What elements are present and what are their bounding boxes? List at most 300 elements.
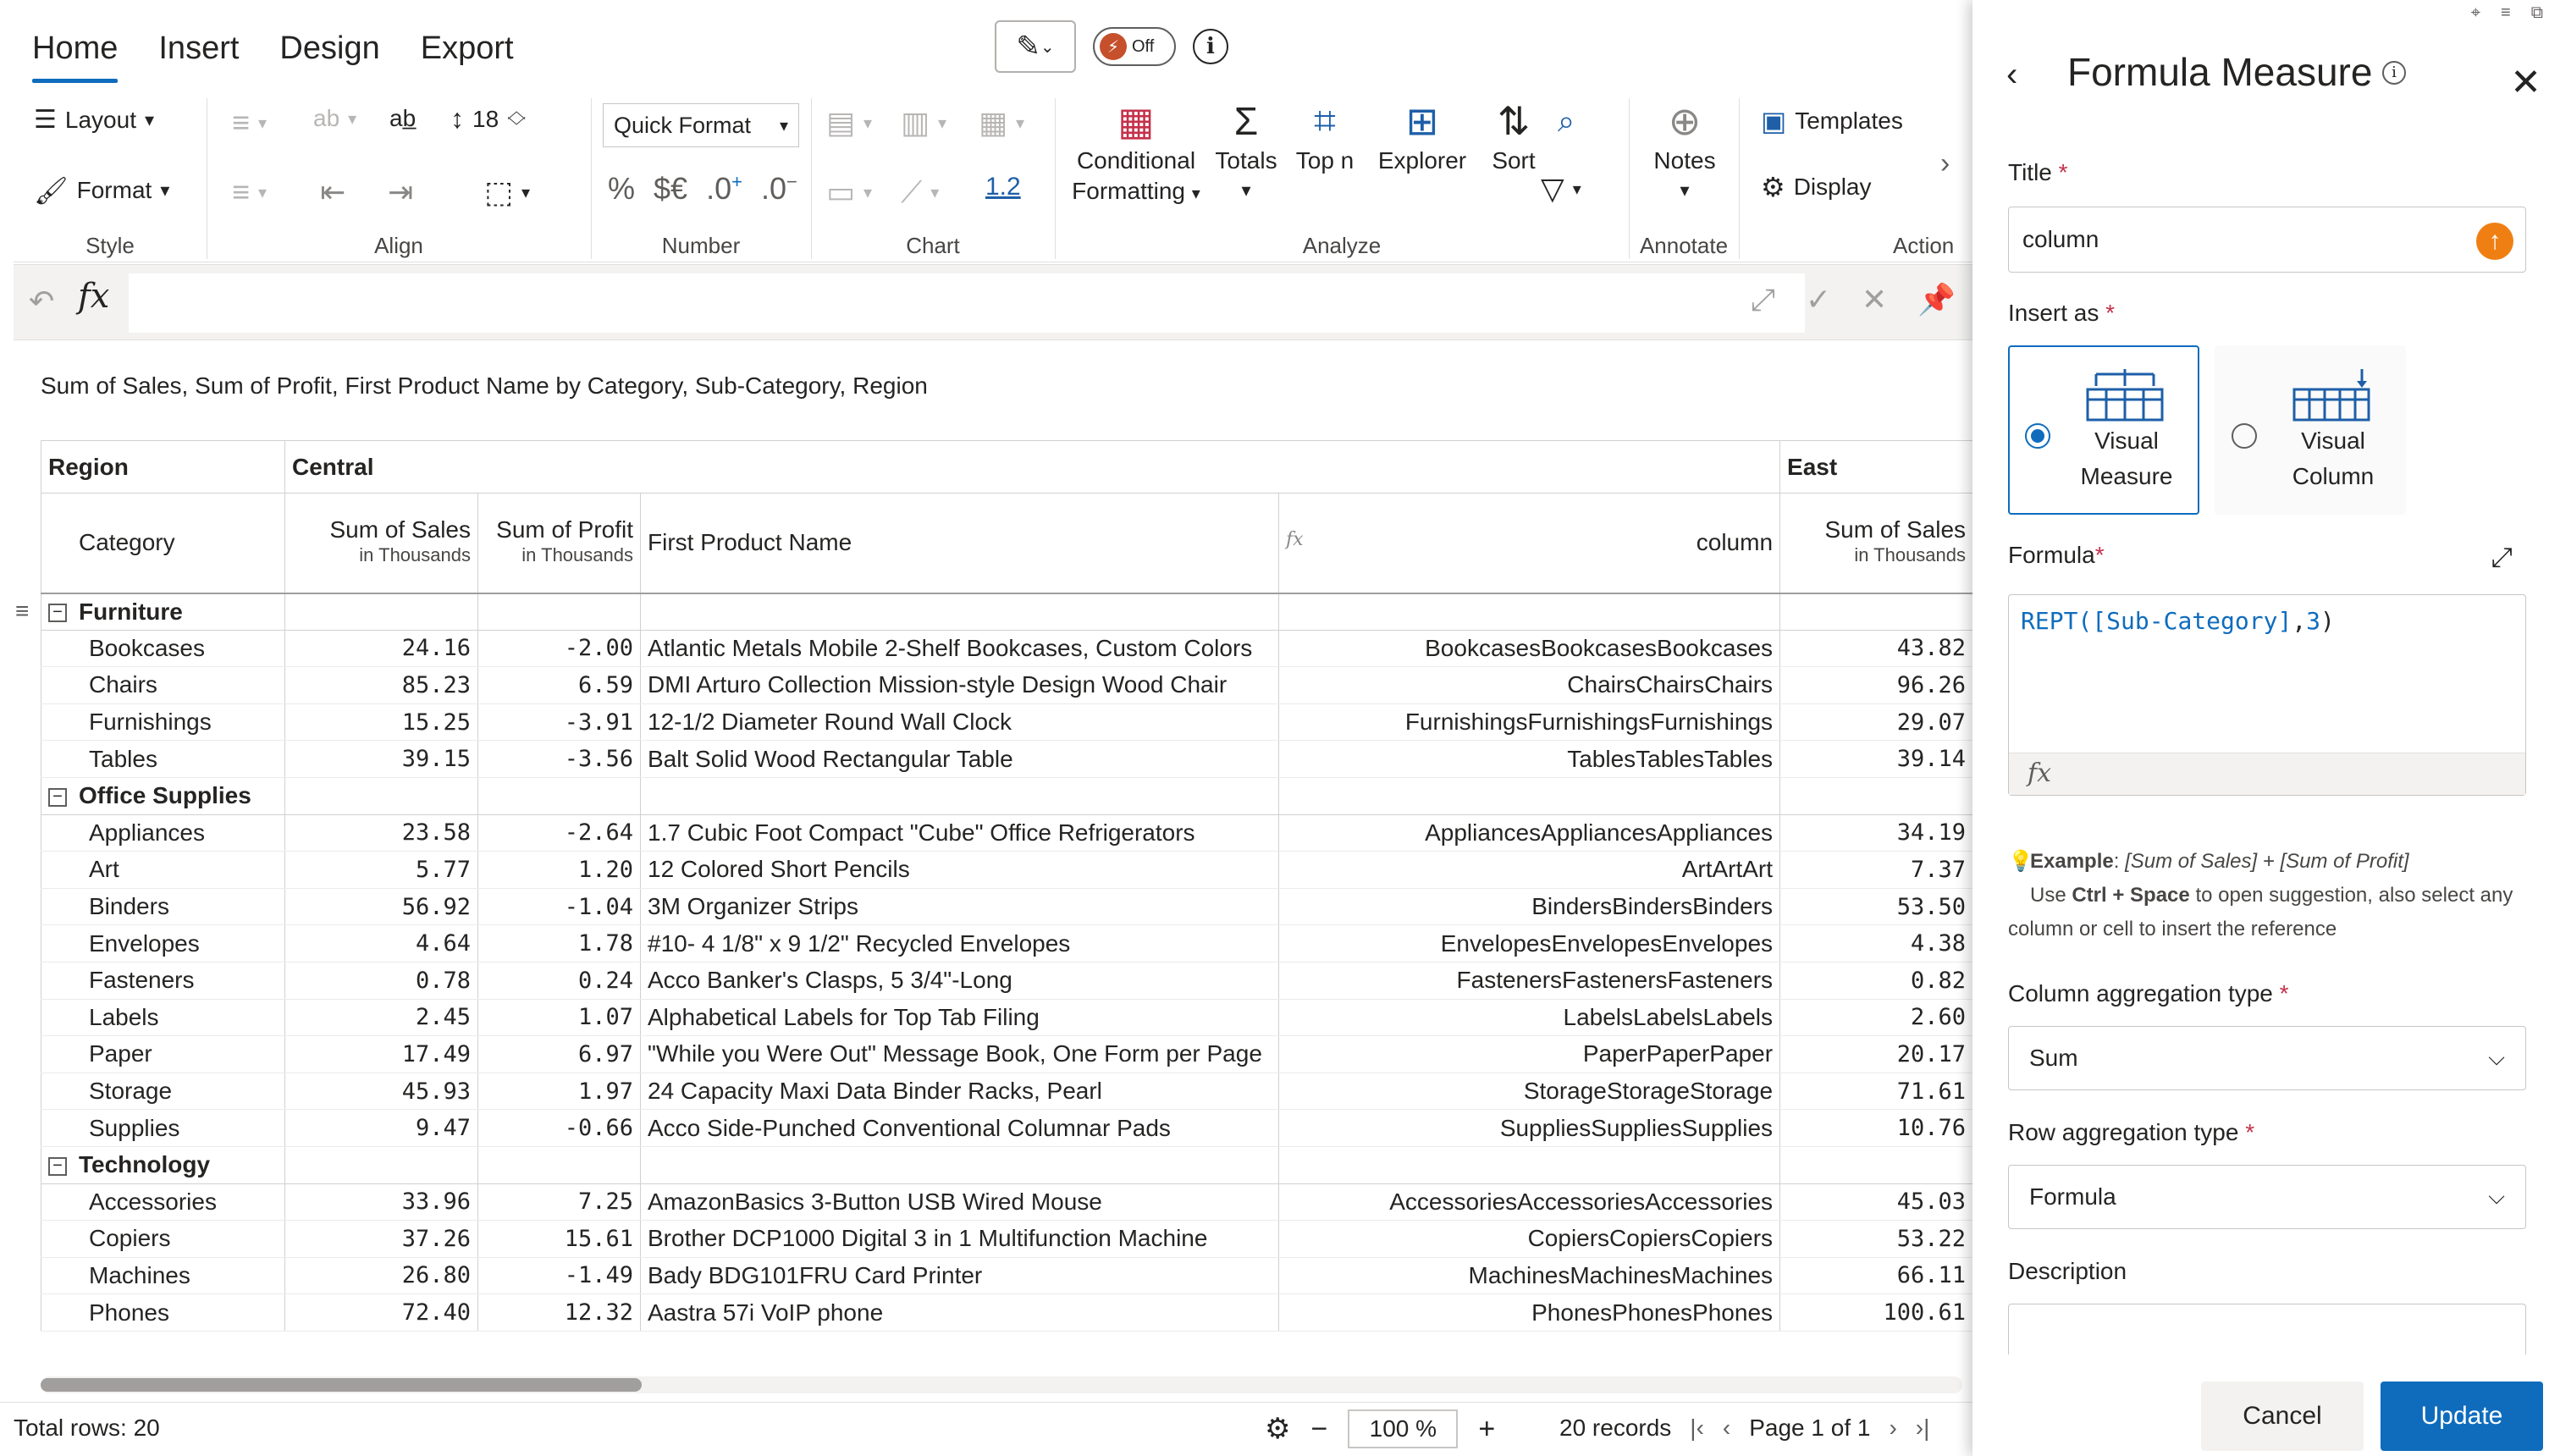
panel-title: Formula Measure bbox=[2067, 50, 2373, 94]
row-aggregation-label: Row aggregation type * bbox=[2008, 1119, 2255, 1145]
notes-icon: ⊕ bbox=[1668, 99, 1702, 143]
category-cell[interactable]: Art bbox=[41, 852, 285, 889]
filter-icon: ▽ bbox=[1541, 171, 1564, 206]
category-cell[interactable]: Storage bbox=[41, 1073, 285, 1110]
empty-cell bbox=[478, 777, 641, 814]
ribbon-group-number bbox=[593, 86, 809, 262]
bar-chart-icon: ▤ bbox=[826, 105, 856, 140]
formula-label: Formula* bbox=[2008, 542, 2105, 568]
fx-icon[interactable]: fx bbox=[2028, 758, 2052, 788]
chevron-down-icon: ⌵ bbox=[2488, 1183, 2505, 1209]
chevron-down-icon[interactable]: ▾ bbox=[1241, 179, 1251, 201]
group-cell[interactable] bbox=[41, 777, 285, 814]
column-width-button[interactable]: ⬚ ▾ bbox=[484, 174, 531, 209]
align-center-button[interactable]: ≡ ▾ bbox=[232, 174, 268, 209]
product-cell[interactable]: 1.7 Cubic Foot Compact "Cube" Office Refrigerators bbox=[641, 814, 1279, 852]
east-sales-cell[interactable]: 100.61 bbox=[1780, 1294, 1973, 1332]
formula-column-cell[interactable]: AppliancesAppliancesAppliances bbox=[1279, 814, 1780, 852]
category-cell[interactable]: Labels bbox=[41, 999, 285, 1036]
east-sales-cell[interactable]: 66.11 bbox=[1780, 1257, 1973, 1294]
sigma-icon: Σ bbox=[1233, 99, 1259, 143]
product-cell[interactable]: DMI Arturo Collection Mission-style Design Wood Chair bbox=[641, 667, 1279, 704]
sales-cell[interactable]: 9.47 bbox=[285, 1110, 478, 1147]
profit-cell[interactable]: 6.97 bbox=[478, 1036, 641, 1073]
region-header-label: Region bbox=[41, 441, 285, 494]
profit-cell[interactable]: 7.25 bbox=[478, 1183, 641, 1221]
formula-fx-bar bbox=[2009, 753, 2525, 795]
profit-cell[interactable]: -2.00 bbox=[478, 630, 641, 667]
explorer-label: Explorer bbox=[1377, 147, 1467, 174]
abbreviate-button[interactable] bbox=[389, 105, 416, 132]
page-indicator: Page 1 of 1 bbox=[1749, 1415, 1871, 1441]
formula-column-cell[interactable]: ArtArtArt bbox=[1279, 852, 1780, 889]
formula-bar-actions bbox=[1751, 282, 1956, 318]
empty-cell bbox=[641, 1146, 1279, 1183]
panel-top-icons bbox=[2471, 3, 2543, 23]
table-row bbox=[41, 703, 1973, 741]
table-row bbox=[41, 1036, 1973, 1073]
indent-icon: ⇥ bbox=[388, 174, 414, 209]
profit-cell[interactable]: -2.64 bbox=[478, 814, 641, 852]
filter-icon[interactable]: ≡ bbox=[2501, 3, 2511, 22]
percent-button[interactable]: % bbox=[608, 171, 636, 206]
table-row bbox=[41, 925, 1973, 962]
pin-icon[interactable]: 📌 bbox=[1917, 282, 1956, 317]
cancel-button[interactable]: Cancel bbox=[2201, 1382, 2364, 1451]
product-cell[interactable]: 12 Colored Short Pencils bbox=[641, 852, 1279, 889]
formula-column-cell[interactable]: StorageStorageStorage bbox=[1279, 1073, 1780, 1110]
title-field[interactable] bbox=[2008, 207, 2526, 273]
profit-cell[interactable]: 1.78 bbox=[478, 925, 641, 962]
group-row bbox=[41, 777, 1973, 814]
chevron-down-icon: ▾ bbox=[1680, 179, 1690, 201]
check-icon[interactable]: ✓ bbox=[1805, 282, 1831, 317]
last-page-icon[interactable]: ›| bbox=[1915, 1415, 1930, 1441]
product-cell[interactable]: 12-1/2 Diameter Round Wall Clock bbox=[641, 703, 1279, 741]
column-aggregation-value: Sum bbox=[2029, 1045, 2078, 1071]
tab-home[interactable]: Home bbox=[32, 25, 118, 76]
column-header[interactable]: fx column bbox=[1279, 494, 1780, 593]
pin-icon[interactable]: ⌖ bbox=[2470, 3, 2481, 22]
top-n-button[interactable] bbox=[1287, 95, 1363, 174]
empty-cell bbox=[1279, 1146, 1780, 1183]
stepper-arrows-icon[interactable]: ︿ ﹀ bbox=[507, 100, 527, 137]
row-aggregation-select[interactable] bbox=[2008, 1165, 2526, 1229]
product-cell[interactable]: Acco Side-Punched Conventional Columnar Pads bbox=[641, 1110, 1279, 1147]
east-sales-cell[interactable]: 2.60 bbox=[1780, 999, 1973, 1036]
number-format-buttons bbox=[608, 171, 797, 207]
gear-icon[interactable]: ⚙ bbox=[1265, 1413, 1291, 1445]
formatting-label: Formatting ▾ bbox=[1072, 178, 1200, 204]
templates-icon: ▣ bbox=[1761, 106, 1787, 136]
ribbon-divider bbox=[1739, 98, 1740, 259]
display-label: Display bbox=[1793, 174, 1872, 200]
east-sales-cell[interactable]: 45.03 bbox=[1780, 1183, 1973, 1221]
resize-icon: ⬚ bbox=[484, 174, 514, 209]
tab-insert[interactable]: Insert bbox=[158, 30, 240, 66]
prev-page-icon[interactable]: ‹ bbox=[1722, 1415, 1731, 1441]
text-wrap-icon: ab bbox=[313, 105, 340, 131]
decrease-decimal-button[interactable]: .0− bbox=[760, 171, 797, 206]
format-button[interactable] bbox=[34, 174, 169, 207]
empty-cell bbox=[478, 593, 641, 631]
profit-cell[interactable]: -1.04 bbox=[478, 888, 641, 925]
sales-header[interactable]: Sum of Sales in Thousands bbox=[285, 494, 478, 593]
formula-column-cell[interactable]: LabelsLabelsLabels bbox=[1279, 999, 1780, 1036]
radio-unselected[interactable] bbox=[2232, 423, 2257, 449]
line-chart-button[interactable]: ⟋ ▾ bbox=[901, 174, 940, 209]
conditional-formatting-button[interactable] bbox=[1070, 95, 1202, 205]
text-height-icon: ↕ bbox=[450, 103, 464, 134]
notes-button[interactable] bbox=[1642, 95, 1727, 201]
undo-icon[interactable]: ↶ bbox=[29, 284, 55, 318]
formula-editor[interactable] bbox=[2008, 594, 2526, 796]
east-sales-cell[interactable]: 34.19 bbox=[1780, 814, 1973, 852]
chevron-down-icon: ▾ bbox=[144, 108, 155, 130]
group-cell[interactable] bbox=[41, 593, 285, 631]
category-cell[interactable]: Supplies bbox=[41, 1110, 285, 1147]
table-row bbox=[41, 1073, 1973, 1110]
east-sales-cell[interactable]: 7.37 bbox=[1780, 852, 1973, 889]
fx-icon: fx bbox=[78, 277, 110, 316]
formula-column-cell[interactable]: AccessoriesAccessoriesAccessories bbox=[1279, 1183, 1780, 1221]
sort-button[interactable] bbox=[1480, 95, 1548, 174]
first-page-icon[interactable]: |‹ bbox=[1690, 1415, 1704, 1441]
east-sales-cell[interactable]: 0.82 bbox=[1780, 962, 1973, 999]
decimal-chart-button[interactable]: 1.2 bbox=[985, 173, 1021, 201]
sales-cell[interactable]: 24.16 bbox=[285, 630, 478, 667]
sales-cell[interactable]: 37.26 bbox=[285, 1221, 478, 1258]
sales-cell[interactable]: 39.15 bbox=[285, 741, 478, 778]
collapse-icon[interactable]: − bbox=[48, 604, 67, 622]
topn-label: Top n bbox=[1295, 147, 1354, 174]
category-cell[interactable]: Copiers bbox=[41, 1221, 285, 1258]
table-row bbox=[41, 962, 1973, 999]
table-chart-icon: ▭ bbox=[826, 174, 856, 209]
profit-cell[interactable]: -3.91 bbox=[478, 703, 641, 741]
font-size-stepper[interactable] bbox=[450, 100, 527, 137]
product-cell[interactable]: Atlantic Metals Mobile 2-Shelf Bookcases, Custom Colors bbox=[641, 630, 1279, 667]
chevron-down-icon: ▾ bbox=[779, 116, 788, 135]
table-row bbox=[41, 1110, 1973, 1147]
product-header[interactable]: First Product Name bbox=[641, 494, 1279, 593]
bar-chart-button[interactable]: ▤ ▾ bbox=[826, 105, 873, 140]
align-lines-icon: ≡ bbox=[232, 105, 251, 140]
east-sales-cell[interactable]: 53.22 bbox=[1780, 1221, 1973, 1258]
chevron-down-icon: ▾ bbox=[160, 179, 170, 201]
visual-measure-label: Visual Measure bbox=[2080, 427, 2173, 489]
product-cell[interactable]: 24 Capacity Maxi Data Binder Racks, Pearl bbox=[641, 1073, 1279, 1110]
chevron-down-icon: ⌵ bbox=[2488, 1045, 2505, 1070]
formula-column-cell[interactable]: CopiersCopiersCopiers bbox=[1279, 1221, 1780, 1258]
product-cell[interactable]: Acco Banker's Clasps, 5 3/4"-Long bbox=[641, 962, 1279, 999]
formula-column-cell[interactable]: FastenersFastenersFasteners bbox=[1279, 962, 1780, 999]
east-sales-cell[interactable]: 96.26 bbox=[1780, 667, 1973, 704]
formula-column-cell[interactable]: FurnishingsFurnishingsFurnishings bbox=[1279, 703, 1780, 741]
profit-cell[interactable]: -0.66 bbox=[478, 1110, 641, 1147]
table-row bbox=[41, 1183, 1973, 1221]
east-sales-cell[interactable]: 20.17 bbox=[1780, 1036, 1973, 1073]
collapse-icon[interactable]: − bbox=[48, 1157, 67, 1176]
pivot-table bbox=[41, 440, 1973, 1332]
group-row bbox=[41, 1146, 1973, 1183]
category-cell[interactable]: Furnishings bbox=[41, 703, 285, 741]
sales-cell[interactable]: 56.92 bbox=[285, 888, 478, 925]
fx-icon: fx bbox=[1286, 529, 1304, 551]
templates-label: Templates bbox=[1795, 108, 1903, 134]
sales-cell[interactable]: 45.93 bbox=[285, 1073, 478, 1110]
update-button[interactable]: Update bbox=[2381, 1382, 2543, 1451]
ribbon-divider bbox=[811, 98, 812, 259]
zoom-in-button[interactable]: + bbox=[1478, 1412, 1496, 1445]
visual-column-option[interactable] bbox=[2215, 345, 2406, 515]
quick-format-dropdown[interactable] bbox=[603, 103, 799, 147]
info-icon[interactable]: i bbox=[1193, 29, 1228, 64]
group-cell[interactable] bbox=[41, 1146, 285, 1183]
table-row bbox=[41, 1294, 1973, 1332]
product-cell[interactable]: Alphabetical Labels for Top Tab Filing bbox=[641, 999, 1279, 1036]
sales-cell[interactable]: 2.45 bbox=[285, 999, 478, 1036]
display-button[interactable] bbox=[1761, 171, 1872, 203]
profit-cell[interactable]: -3.56 bbox=[478, 741, 641, 778]
product-cell[interactable]: Balt Solid Wood Rectangular Table bbox=[641, 741, 1279, 778]
east-sales-cell[interactable]: 43.82 bbox=[1780, 630, 1973, 667]
group-label-action: Action bbox=[1893, 233, 1955, 258]
gear-icon: ⚙ bbox=[1761, 172, 1785, 202]
tab-design[interactable]: Design bbox=[279, 30, 380, 66]
format-label: Format bbox=[76, 177, 152, 203]
group-label-align: Align bbox=[374, 233, 423, 258]
visual-column-icon bbox=[2259, 367, 2404, 423]
formula-column-cell[interactable]: BookcasesBookcasesBookcases bbox=[1279, 630, 1780, 667]
templates-button[interactable] bbox=[1761, 105, 1903, 137]
ribbon-group-style bbox=[14, 86, 207, 262]
group-name: Furniture bbox=[79, 598, 183, 625]
layout-icon: ☰ bbox=[34, 106, 57, 134]
currency-button[interactable]: $€ bbox=[654, 171, 688, 206]
sales-cell[interactable]: 17.49 bbox=[285, 1036, 478, 1073]
table-row bbox=[41, 741, 1973, 778]
category-cell[interactable]: Chairs bbox=[41, 667, 285, 704]
quick-format-label: Quick Format bbox=[614, 112, 752, 138]
total-rows: Total rows: 20 bbox=[14, 1415, 160, 1441]
stacked-chart-button[interactable]: ▥ ▾ bbox=[901, 105, 947, 140]
sales-cell[interactable]: 26.80 bbox=[285, 1257, 478, 1294]
search-button[interactable] bbox=[1558, 103, 1575, 140]
product-cell[interactable]: AmazonBasics 3-Button USB Wired Mouse bbox=[641, 1183, 1279, 1221]
east-sales-cell[interactable]: 39.14 bbox=[1780, 741, 1973, 778]
scrollbar-thumb[interactable] bbox=[41, 1378, 642, 1392]
empty-cell bbox=[641, 593, 1279, 631]
expand-icon[interactable]: ⤢ bbox=[1751, 282, 1775, 317]
zoom-controls bbox=[1265, 1409, 1495, 1448]
formula-column-cell[interactable]: PhonesPhonesPhones bbox=[1279, 1294, 1780, 1332]
sales-cell[interactable]: 5.77 bbox=[285, 852, 478, 889]
east-sales-cell[interactable]: 71.61 bbox=[1780, 1073, 1973, 1110]
filter-button[interactable]: ▽ ▾ bbox=[1541, 171, 1581, 206]
empty-cell bbox=[1279, 777, 1780, 814]
east-sales-header[interactable]: Sum of Sales in Thousands bbox=[1780, 494, 1973, 593]
wrap-text-button[interactable]: ab ▾ bbox=[313, 105, 357, 131]
product-cell[interactable]: Aastra 57i VoIP phone bbox=[641, 1294, 1279, 1332]
profit-cell[interactable]: -1.49 bbox=[478, 1257, 641, 1294]
category-cell[interactable]: Binders bbox=[41, 888, 285, 925]
performance-toggle[interactable] bbox=[1093, 27, 1176, 66]
chevron-right-icon: › bbox=[1940, 147, 1950, 179]
profit-cell[interactable]: 15.61 bbox=[478, 1221, 641, 1258]
title-label: Title * bbox=[2008, 159, 2068, 185]
region-east-header[interactable]: East bbox=[1780, 441, 1973, 494]
formula-column-cell[interactable]: ChairsChairsChairs bbox=[1279, 667, 1780, 704]
formula-column-cell[interactable]: TablesTablesTables bbox=[1279, 741, 1780, 778]
status-bar bbox=[0, 1402, 1972, 1456]
layout-button[interactable] bbox=[34, 105, 154, 135]
table-row bbox=[41, 888, 1973, 925]
group-label-chart: Chart bbox=[906, 233, 960, 258]
row-menu-icon[interactable]: ≡ bbox=[15, 598, 30, 624]
chevron-down-icon: ⌄ bbox=[1040, 37, 1055, 57]
region-central-header[interactable]: Central bbox=[285, 441, 1780, 494]
category-cell[interactable]: Fasteners bbox=[41, 962, 285, 999]
pivot-table-body bbox=[41, 593, 1973, 1332]
formula-column-cell[interactable]: BindersBindersBinders bbox=[1279, 888, 1780, 925]
category-cell[interactable]: Paper bbox=[41, 1036, 285, 1073]
profit-header[interactable]: Sum of Profit in Thousands bbox=[478, 494, 641, 593]
radio-selected[interactable] bbox=[2025, 423, 2050, 449]
zoom-input[interactable]: 100 % bbox=[1348, 1409, 1458, 1448]
expand-icon[interactable]: ⤢ bbox=[2491, 542, 2513, 572]
visual-column-label: Visual Column bbox=[2292, 427, 2375, 489]
profit-cell[interactable]: 12.32 bbox=[478, 1294, 641, 1332]
outdent-button[interactable] bbox=[320, 174, 345, 210]
tab-export[interactable]: Export bbox=[420, 30, 514, 66]
ribbon-group-chart bbox=[813, 86, 1053, 262]
table-row bbox=[41, 852, 1973, 889]
description-field[interactable] bbox=[2008, 1304, 2526, 1354]
group-label-number: Number bbox=[661, 233, 741, 258]
close-icon[interactable]: ✕ bbox=[1862, 282, 1888, 317]
empty-cell bbox=[1780, 777, 1973, 814]
profit-cell[interactable]: 0.24 bbox=[478, 962, 641, 999]
popout-icon[interactable]: ⧉ bbox=[2530, 3, 2543, 22]
category-cell[interactable]: Machines bbox=[41, 1257, 285, 1294]
collapse-icon[interactable]: − bbox=[48, 788, 67, 807]
profit-cell[interactable]: 1.07 bbox=[478, 999, 641, 1036]
notes-label: Notes bbox=[1653, 147, 1716, 174]
product-cell[interactable]: #10- 4 1/8" x 9 1/2" Recycled Envelopes bbox=[641, 925, 1279, 962]
info-icon[interactable]: i bbox=[2382, 61, 2406, 85]
sort-label: Sort bbox=[1492, 147, 1536, 174]
formula-bar-input[interactable] bbox=[129, 273, 1805, 333]
column-aggregation-label: Column aggregation type * bbox=[2008, 980, 2289, 1007]
profit-cell[interactable]: 1.20 bbox=[478, 852, 641, 889]
category-cell[interactable]: Phones bbox=[41, 1294, 285, 1332]
close-icon[interactable]: ✕ bbox=[2510, 62, 2541, 103]
sales-cell[interactable]: 33.96 bbox=[285, 1183, 478, 1221]
empty-cell bbox=[285, 1146, 478, 1183]
formula-column-cell[interactable]: MachinesMachinesMachines bbox=[1279, 1257, 1780, 1294]
profit-cell[interactable]: 1.97 bbox=[478, 1073, 641, 1110]
sales-cell[interactable]: 0.78 bbox=[285, 962, 478, 999]
totals-label: Totals bbox=[1215, 147, 1277, 174]
empty-cell bbox=[1279, 593, 1780, 631]
visual-measure-option[interactable] bbox=[2008, 345, 2199, 515]
conditional-label: Conditional bbox=[1076, 147, 1196, 174]
arrow-up-icon[interactable]: ↑ bbox=[2476, 223, 2513, 260]
east-sales-cell[interactable]: 29.07 bbox=[1780, 703, 1973, 741]
back-arrow-icon[interactable]: ‹ bbox=[2006, 56, 2018, 93]
explorer-button[interactable] bbox=[1371, 95, 1473, 174]
product-cell[interactable]: Brother DCP1000 Digital 3 in 1 Multifunction Machine bbox=[641, 1221, 1279, 1258]
align-left-button[interactable]: ≡ ▾ bbox=[232, 105, 268, 140]
formula-column-cell[interactable]: SuppliesSuppliesSupplies bbox=[1279, 1110, 1780, 1147]
group-name: Technology bbox=[79, 1151, 211, 1178]
formula-column-cell[interactable]: PaperPaperPaper bbox=[1279, 1036, 1780, 1073]
column-chart-button[interactable]: ▦ ▾ bbox=[979, 105, 1025, 140]
column-aggregation-select[interactable] bbox=[2008, 1026, 2526, 1090]
indent-button[interactable] bbox=[388, 174, 413, 210]
zoom-out-button[interactable]: − bbox=[1310, 1412, 1328, 1445]
formula-text: REPT([Sub-Category],3) bbox=[2021, 607, 2335, 635]
next-page-icon[interactable]: › bbox=[1889, 1415, 1897, 1441]
sales-cell[interactable]: 4.64 bbox=[285, 925, 478, 962]
ribbon-group-align bbox=[208, 86, 589, 262]
pager bbox=[1559, 1415, 1929, 1442]
increase-decimal-button[interactable]: .0+ bbox=[706, 171, 742, 206]
ribbon-toolbar bbox=[14, 86, 1972, 262]
sales-cell[interactable]: 72.40 bbox=[285, 1294, 478, 1332]
profit-cell[interactable]: 6.59 bbox=[478, 667, 641, 704]
category-cell[interactable]: Bookcases bbox=[41, 630, 285, 667]
toggle-label: Off bbox=[1132, 36, 1155, 56]
line-chart-icon: ⟋ bbox=[901, 174, 923, 209]
category-cell[interactable]: Appliances bbox=[41, 814, 285, 852]
table-row bbox=[41, 999, 1973, 1036]
stacked-chart-icon: ▥ bbox=[901, 105, 930, 140]
table-row bbox=[41, 630, 1973, 667]
category-header[interactable]: Category bbox=[41, 494, 285, 593]
empty-cell bbox=[1780, 1146, 1973, 1183]
category-cell[interactable]: Accessories bbox=[41, 1183, 285, 1221]
report-subtitle: Sum of Sales, Sum of Profit, First Product Name by Category, Sub-Category, Region bbox=[41, 372, 928, 399]
product-cell[interactable]: 3M Organizer Strips bbox=[641, 888, 1279, 925]
edit-mode-button[interactable] bbox=[995, 20, 1076, 73]
ribbon-scroll-right[interactable] bbox=[1940, 147, 1950, 180]
group-name: Office Supplies bbox=[79, 782, 251, 809]
horizontal-scrollbar[interactable] bbox=[41, 1376, 1962, 1393]
category-cell[interactable]: Envelopes bbox=[41, 925, 285, 962]
font-size-value: 18 bbox=[472, 105, 499, 132]
sales-cell[interactable]: 15.25 bbox=[285, 703, 478, 741]
table-row bbox=[41, 814, 1973, 852]
sales-cell[interactable]: 85.23 bbox=[285, 667, 478, 704]
formula-column-cell[interactable]: EnvelopesEnvelopesEnvelopes bbox=[1279, 925, 1780, 962]
east-sales-cell[interactable]: 4.38 bbox=[1780, 925, 1973, 962]
empty-cell bbox=[478, 1146, 641, 1183]
east-sales-cell[interactable]: 53.50 bbox=[1780, 888, 1973, 925]
product-cell[interactable]: Bady BDG101FRU Card Printer bbox=[641, 1257, 1279, 1294]
visual-measure-icon bbox=[2052, 367, 2198, 423]
sales-cell[interactable]: 23.58 bbox=[285, 814, 478, 852]
category-cell[interactable]: Tables bbox=[41, 741, 285, 778]
formula-bar bbox=[14, 264, 1972, 340]
table-chart-button[interactable]: ▭ ▾ bbox=[826, 174, 873, 209]
product-cell[interactable]: "While you Were Out" Message Book, One Form per Page bbox=[641, 1036, 1279, 1073]
totals-button[interactable] bbox=[1212, 95, 1280, 201]
lightbulb-icon: 💡 bbox=[2008, 850, 2033, 873]
description-label: Description bbox=[2008, 1258, 2127, 1284]
east-sales-cell[interactable]: 10.76 bbox=[1780, 1110, 1973, 1147]
